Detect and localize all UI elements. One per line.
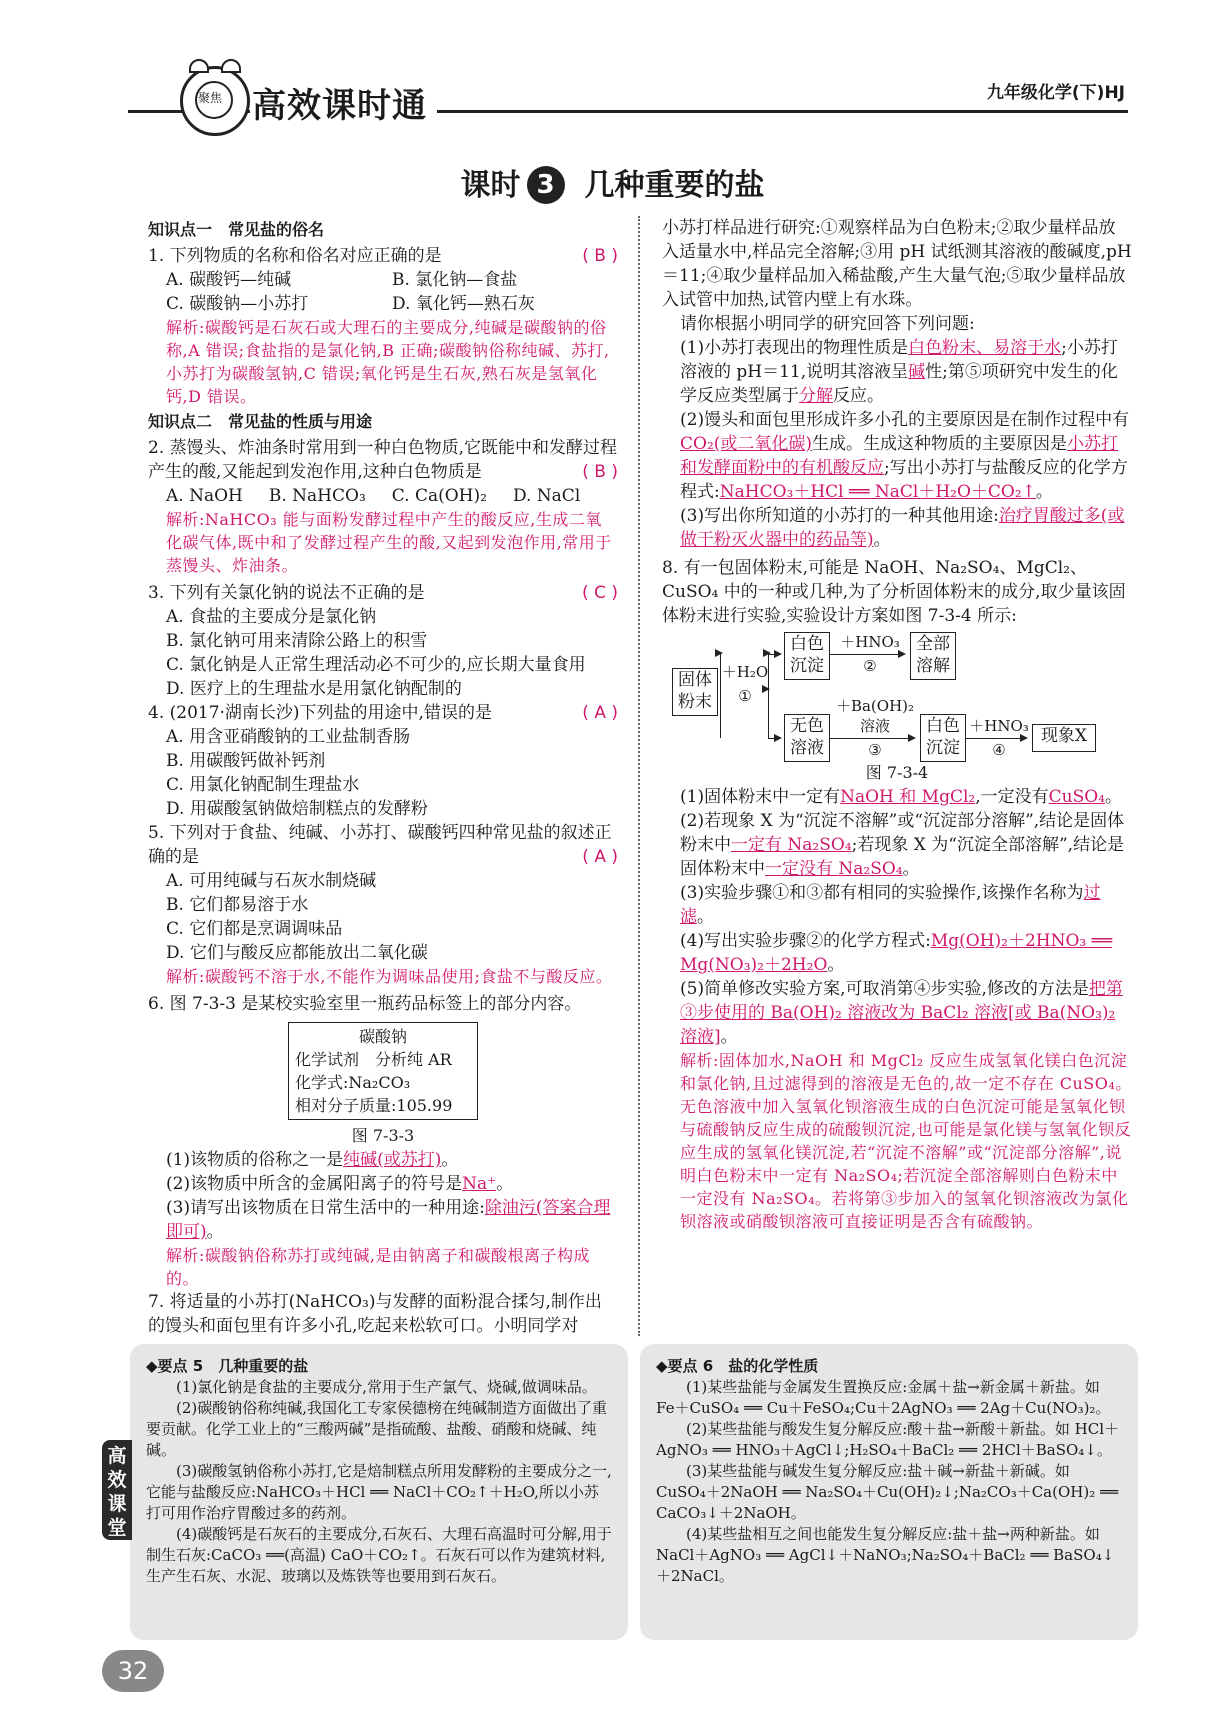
label-line: 化学式:Na₂CO₃ [295, 1073, 411, 1092]
question-2 [148, 436, 618, 577]
answer: ( C ) [582, 583, 618, 603]
answer-fill: CO₂(或二氧化碳) [680, 434, 813, 454]
logo-text: 聚焦 [198, 91, 223, 105]
answer-fill: 白色粉末、易溶于水 [908, 338, 1062, 358]
question-stem: 7. 将适量的小苏打(NaHCO₃)与发酵的面粉混合揉匀,制作出的馒头和面包里有许多小孔,吃起来松软可口。小明同学对 [148, 1292, 602, 1336]
key-point-text: (3)碳酸氢钠俗称小苏打,它是焙制糕点所用发酵粉的主要成分之一,它能与盐酸反应:NaHCO₃＋HCl ══ NaCl＋CO₂↑＋H₂O,所以小苏打可用作治疗胃酸过多的药剂。 [146, 1462, 612, 1522]
answer: ( A ) [582, 847, 618, 867]
brand-title: 高效课时通 [250, 78, 437, 127]
question-7-prompt: 请你根据小明同学的研究回答下列问题: [680, 314, 975, 334]
key-point-box-6 [640, 1344, 1138, 1640]
punct: 。 [441, 1150, 459, 1170]
flow-box-phenomenon-x: 现象X [1032, 724, 1096, 752]
option: C. 碳酸钠—小苏打 [166, 294, 309, 314]
analysis: 解析:NaHCO₃ 能与面粉发酵过程中产生的酸反应,生成二氧化碳气体,既中和了发酵过程产生的酸,又起到发泡作用,常用于蒸馒头、炸油条。 [166, 510, 612, 575]
flow-box-solid-powder: 固体粉末 [672, 668, 718, 716]
answer-fill: 碱 [908, 362, 926, 382]
sub-question-text: ;小苏打溶液的 pH＝11,说明其溶液呈 [680, 338, 1118, 382]
answer-fill: 一定没有 Na₂SO₄ [765, 859, 903, 879]
lesson-title [0, 160, 1225, 204]
flow-box-fully-dissolved: 全部溶解 [910, 632, 956, 680]
sub-question: (3)实验步骤①和③都有相同的实验操作,该操作名称为 [680, 883, 1084, 903]
key-point-text: (4)碳酸钙是石灰石的主要成分,石灰石、大理石高温时可分解,用于制生石灰:CaCO₃ ══(高温) CaO＋CO₂↑。石灰石可以作为建筑材料,生产生石灰、水泥、玻璃以及炼铁等也要用到石灰石。 [146, 1525, 612, 1585]
key-point-text: (1)某些盐能与金属发生置换反应:金属＋盐→新金属＋新盐。如 Fe＋CuSO₄ ══ Cu＋FeSO₄;Cu＋2AgNO₃ ══ 2Ag＋Cu(NO₃)₂。 [656, 1378, 1111, 1417]
option: B. 它们都易溶于水 [166, 895, 309, 915]
option: D. 医疗上的生理盐水是用氯化钠配制的 [166, 679, 462, 699]
label-line: 化学试剂 分析纯 AR [295, 1050, 452, 1069]
key-point-text: (2)碳酸钠俗称纯碱,我国化工专家侯德榜在纯碱制造方面做出了重要贡献。化学工业上的“三酸两碱”是指硫酸、盐酸、硝酸和烧碱、纯碱。 [146, 1399, 608, 1459]
column-divider [638, 216, 640, 1336]
sub-question: (3)请写出该物质在日常生活中的一种用途: [166, 1198, 485, 1218]
answer: ( A ) [582, 703, 618, 723]
key-point-title: ◆要点 6 盐的化学性质 [656, 1357, 819, 1375]
flow-arrow [966, 738, 1026, 739]
sub-question-text: 。 [697, 907, 714, 927]
question-7-continued: 小苏打样品进行研究:①观察样品为白色粉末;②取少量样品放入适量水中,样品完全溶解;③用 pH 试纸测其溶液的酸碱度,pH＝11;④取少量样品加入稀盐酸,产生大量气泡;⑤取少量样品放入试管中加热,试管内壁上有水珠。 [662, 218, 1132, 310]
experiment-flow-diagram [672, 632, 1132, 757]
section-heading: 知识点一 常见盐的俗名 [148, 220, 325, 239]
sub-question: (1)固体粉末中一定有 [680, 787, 841, 807]
option: A. NaOH [166, 486, 243, 506]
label-line: 碳酸钠 [358, 1027, 407, 1046]
sub-question-text: ;写出小苏打与盐酸反应的化学方程式: [680, 458, 1128, 502]
key-point-box-5 [130, 1344, 628, 1640]
sub-question: (3)写出你所知道的小苏打的一种其他用途: [680, 506, 999, 526]
flow-label: ＋HNO₃ [840, 633, 900, 651]
question-stem: 2. 蒸馒头、炸油条时常用到一种白色物质,它既能中和发酵过程产生的酸,又能起到发泡作用,这种白色物质是 [148, 438, 618, 482]
left-column [148, 216, 618, 1338]
flow-label: ＋Ba(OH)₂ [835, 697, 915, 715]
answer-fill: 除油污(答案合理即可) [166, 1198, 611, 1242]
question-stem: 5. 下列对于食盐、纯碱、小苏打、碳酸钙四种常见盐的叙述正确的是 [148, 823, 612, 867]
question-6 [148, 992, 618, 1290]
sub-question: (1)该物质的俗称之一是 [166, 1150, 344, 1170]
figure-caption: 图 7-3-3 [351, 1126, 415, 1145]
lesson-number: 3 [527, 166, 565, 204]
analysis: 解析:固体加水,NaOH 和 MgCl₂ 反应生成氢氧化镁白色沉淀和氯化钠,且过滤得到的溶液是无色的,故一定不存在 CuSO₄。无色溶液中加入氢氧化钡溶液生成的白色沉淀可能是氢氧化钡与硫酸钠反应生成的硫酸钡沉淀,也可能是氯化镁与氢氧化钡反应生成的氢氧化镁沉淀,若“沉淀不溶解”或“沉淀部分溶解”,说明白色粉末中一定有 Na₂SO₄;若沉淀全部溶解则白色粉末中一定没有 Na₂SO₄。若将第③步加入的氢氧化钡溶液改为氯化钡溶液或硝酸钡溶液可直接证明是否含有硫酸钠。 [680, 1051, 1132, 1231]
answer-fill: 治疗胃酸过多(或做干粉灭火器中的药品等) [680, 506, 1125, 550]
flow-step: ① [738, 687, 752, 705]
key-point-text: (1)氯化钠是食盐的主要成分,常用于生产氯气、烧碱,做调味品。 [176, 1378, 597, 1396]
sub-question-text: ;若现象 X 为“沉淀全部溶解”,结论是固体粉末中 [680, 835, 1125, 879]
analysis: 解析:碳酸钙是石灰石或大理石的主要成分,纯碱是碳酸钠的俗称,A 错误;食盐指的是氯化钠,B 正确;碳酸钠俗称纯碱、苏打,小苏打为碳酸氢钠,C 错误;氧化钙是生石灰,熟石灰是氢氧化钙,D 错误。 [166, 318, 610, 406]
sub-question: (2)若现象 X 为“沉淀不溶解”或“沉淀部分溶解”,结论是固体粉末中 [680, 811, 1125, 855]
answer-fill: NaOH 和 MgCl₂ [840, 787, 976, 807]
sub-question-text: 。 [827, 955, 845, 975]
sub-question-text: 。 [720, 1027, 738, 1047]
option: B. 用碳酸钙做补钙剂 [166, 751, 326, 771]
answer: ( B ) [582, 462, 618, 482]
flow-arrow [768, 738, 780, 739]
question-3 [148, 581, 618, 701]
alarm-clock-logo-icon [180, 66, 250, 136]
analysis: 解析:碳酸钙不溶于水,不能作为调味品使用;食盐不与酸反应。 [166, 967, 613, 986]
option: C. Ca(OH)₂ [391, 486, 487, 506]
sub-question-text: ,一定没有 [975, 787, 1049, 807]
sub-question: (2)馒头和面包里形成许多小孔的主要原因是在制作过程中有 [680, 410, 1130, 430]
flow-step: ④ [992, 741, 1006, 759]
sub-question: (5)简单修改实验方案,可取消第④步实验,修改的方法是 [680, 979, 1089, 999]
key-point-title: ◆要点 5 几种重要的盐 [146, 1357, 309, 1375]
answer-fill: 小苏打和发酵面粉中的有机酸反应 [680, 434, 1119, 478]
answer-fill: 一定有 Na₂SO₄ [731, 835, 852, 855]
flow-step: ② [863, 657, 877, 675]
option: A. 食盐的主要成分是氯化钠 [166, 607, 377, 627]
option: A. 可用纯碱与石灰水制烧碱 [166, 871, 377, 891]
answer-fill: Mg(OH)₂＋2HNO₃ ══ Mg(NO₃)₂＋2H₂O [680, 931, 1113, 975]
key-point-text: (3)某些盐能与碱发生复分解反应:盐＋碱→新盐＋新碱。如 CuSO₄＋2NaOH ══ Na₂SO₄＋Cu(OH)₂↓;Na₂CO₃＋Ca(OH)₂ ══ CaCO₃↓＋2NaOH。 [656, 1462, 1119, 1522]
question-stem: 1. 下列物质的名称和俗名对应正确的是 [148, 246, 442, 266]
title-text: 几种重要的盐 [584, 168, 765, 203]
answer: ( B ) [582, 246, 618, 266]
question-stem: 6. 图 7-3-3 是某校实验室里一瓶药品标签上的部分内容。 [148, 994, 582, 1014]
figure-caption: 图 7-3-4 [865, 763, 929, 782]
key-point-text: (2)某些盐能与酸发生复分解反应:酸＋盐→新酸＋新盐。如 HCl＋AgNO₃ ══ HNO₃＋AgCl↓;H₂SO₄＋BaCl₂ ══ 2HCl＋BaSO₄↓。 [656, 1420, 1119, 1459]
sub-question-text: 性;第⑤项研究中发生的化学反应类型属于 [680, 362, 1118, 406]
flow-label: ＋HNO₃ [969, 717, 1029, 735]
answer-fill: NaHCO₃＋HCl ══ NaCl＋H₂O＋CO₂↑ [719, 482, 1036, 502]
option: D. 用碳酸氢钠做焙制糕点的发酵粉 [166, 799, 428, 819]
option: B. NaHCO₃ [268, 486, 366, 506]
sub-question-text: 。 [902, 859, 920, 879]
option: B. 氯化钠—食盐 [392, 270, 518, 290]
flow-arrow [830, 738, 914, 739]
sub-question-text: 反应。 [833, 386, 884, 406]
right-column [662, 216, 1132, 1233]
title-prefix: 课时 [460, 168, 521, 203]
page-number: 32 [102, 1650, 164, 1692]
option: A. 用含亚硝酸钠的工业盐制香肠 [166, 727, 411, 747]
key-point-text: (4)某些盐相互之间也能发生复分解反应:盐＋盐→两种新盐。如 NaCl＋AgNO₃ ══ AgCl↓＋NaNO₃;Na₂SO₄＋BaCl₂ ══ BaSO₄↓＋2NaCl。 [656, 1525, 1115, 1585]
sub-question: (2)该物质中所含的金属阳离子的符号是 [166, 1174, 463, 1194]
flow-box-colorless-solution: 无色溶液 [784, 714, 830, 762]
sub-question-text: 生成。生成这种物质的主要原因是 [812, 434, 1068, 454]
flow-label: ＋H₂O [721, 663, 769, 681]
flow-box-white-precipitate-2: 白色沉淀 [920, 714, 966, 762]
sub-question-text: 。 [1035, 482, 1053, 502]
flow-label: 溶液 [859, 717, 890, 735]
question-8: 8. 有一包固体粉末,可能是 NaOH、Na₂SO₄、MgCl₂、CuSO₄ 中的一种或几种,为了分析固体粉末的成分,取少量该固体粉末进行实验,实验设计方案如图 7-3-4 所示: [662, 558, 1126, 626]
label-line: 相对分子质量:105.99 [295, 1096, 453, 1115]
side-tab: 高效课堂 [102, 1440, 132, 1540]
flow-arrow [830, 654, 904, 655]
answer-fill: 把第③步使用的 Ba(OH)₂ 溶液改为 BaCl₂ 溶液[或 Ba(NO₃)₂ 溶液] [680, 979, 1123, 1047]
punct: 。 [496, 1174, 514, 1194]
question-5 [148, 821, 618, 988]
grade-label: 九年级化学(下)HJ [986, 83, 1125, 103]
question-7 [148, 1290, 618, 1338]
sub-question: (1)小苏打表现出的物理性质是 [680, 338, 909, 358]
option: D. NaCl [512, 486, 581, 506]
option: D. 氧化钙—熟石灰 [392, 294, 535, 314]
answer-fill: 分解 [799, 386, 833, 406]
question-stem: 4. (2017·湖南长沙)下列盐的用途中,错误的是 [148, 703, 492, 723]
flow-box-white-precipitate: 白色沉淀 [784, 632, 830, 680]
question-4 [148, 701, 618, 821]
answer-fill: Na⁺ [462, 1174, 497, 1194]
analysis: 解析:碳酸钠俗称苏打或纯碱,是由钠离子和碳酸根离子构成的。 [166, 1246, 590, 1288]
flow-step: ③ [868, 741, 882, 759]
question-1 [148, 244, 618, 408]
answer-fill: CuSO₄ [1048, 787, 1105, 807]
reagent-label [288, 1022, 478, 1120]
option: C. 它们都是烹调调味品 [166, 919, 343, 939]
option: A. 碳酸钙—纯碱 [166, 270, 292, 290]
option: C. 氯化钠是人正常生理活动必不可少的,应长期大量食用 [166, 655, 586, 675]
answer-fill: 纯碱(或苏打) [343, 1150, 442, 1170]
section-heading: 知识点二 常见盐的性质与用途 [148, 412, 373, 431]
sub-question-text: 。 [1105, 787, 1122, 807]
sub-question: (4)写出实验步骤②的化学方程式: [680, 931, 931, 951]
answer-fill: 过滤 [680, 883, 1101, 927]
flow-branch-line [768, 654, 769, 738]
option: D. 它们与酸反应都能放出二氧化碳 [166, 943, 428, 963]
punct: 。 [206, 1222, 224, 1242]
question-stem: 3. 下列有关氯化钠的说法不正确的是 [148, 583, 425, 603]
option: C. 用氯化钠配制生理盐水 [166, 775, 360, 795]
option: B. 氯化钠可用来清除公路上的积雪 [166, 631, 428, 651]
sub-question-text: 。 [873, 530, 891, 550]
page-header [0, 60, 1225, 140]
